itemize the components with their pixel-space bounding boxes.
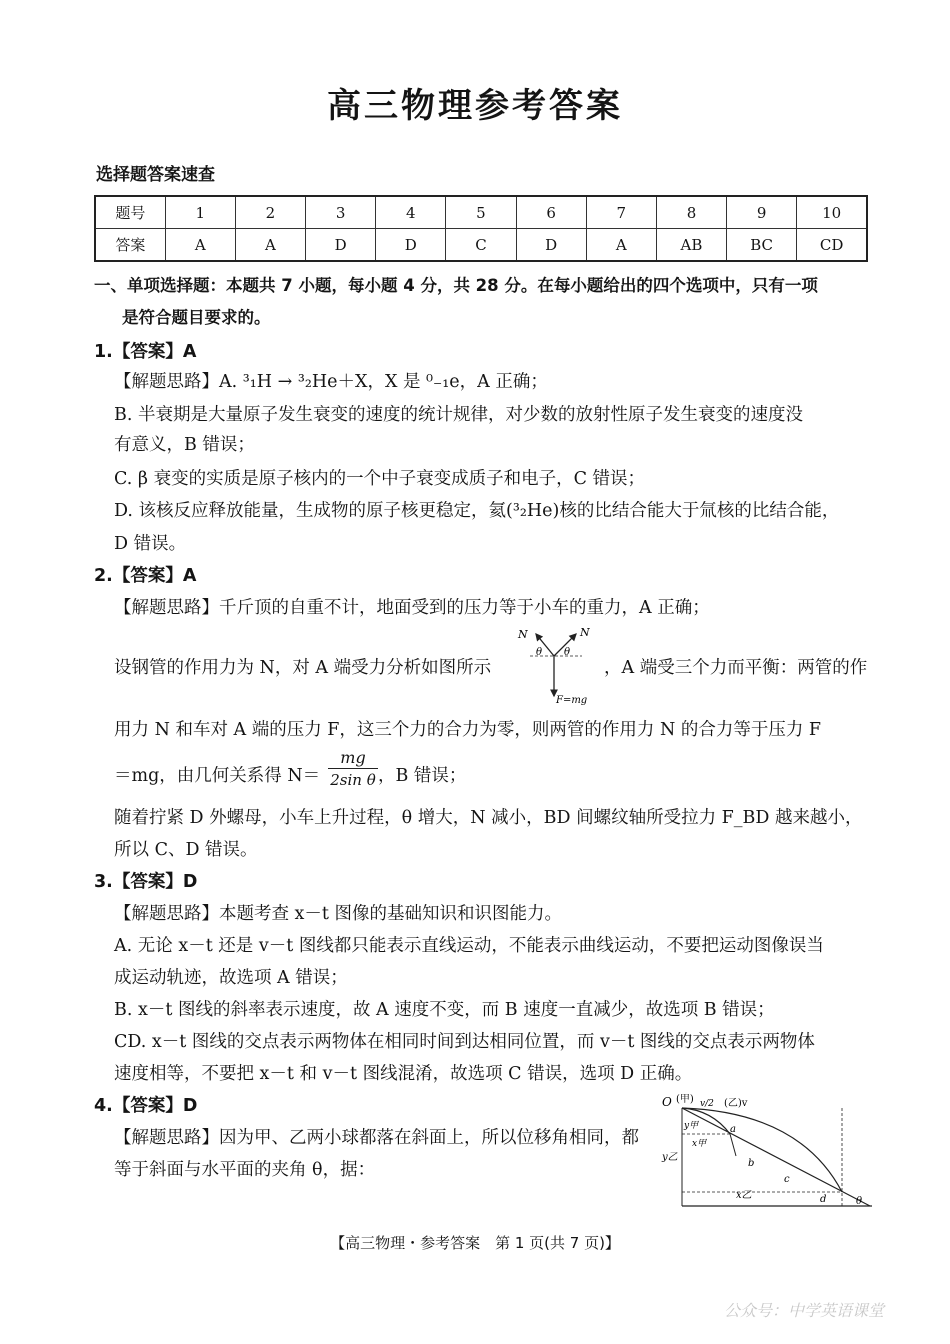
label-d: d (820, 1194, 827, 1205)
section-heading-cont: 是符合题目要求的。 (122, 308, 271, 327)
page-footer: 【高三物理・参考答案 第 1 页(共 7 页)】 (330, 1234, 620, 1252)
label-x-yi: x乙 (736, 1190, 752, 1201)
label-n-left: N (518, 628, 528, 641)
q4-answer: 4.【答案】D (94, 1096, 198, 1116)
q2-answer: 2.【答案】A (94, 566, 197, 586)
q2-line: 【解题思路】千斤顶的自重不计，地面受到的压力等于小车的重力，A 正确； (114, 598, 710, 618)
table-cell: AB (656, 229, 726, 262)
label-f-mg: F=mg (556, 695, 588, 706)
q2-line: 所以 C、D 错误。 (114, 840, 258, 860)
q2-line: ＝mg，由几何关系得 N＝ (114, 766, 321, 786)
table-cell: 4 (376, 196, 446, 229)
label-origin: O (662, 1095, 672, 1109)
section-heading: 一、单项选择题：本题共 7 小题，每小题 4 分，共 28 分。在每小题给出的四个选项中，只有一项 (94, 276, 818, 295)
label-yi: (乙)v (724, 1098, 748, 1109)
q3-line: 【解题思路】本题考查 x－t 图像的基础知识和识图能力。 (114, 904, 563, 924)
q3-answer: 3.【答案】D (94, 872, 198, 892)
q1-line: 有意义，B 错误； (114, 435, 255, 455)
label-theta: θ (856, 1196, 863, 1207)
table-row (95, 229, 867, 262)
q2-line: 设钢管的作用力为 N，对 A 端受力分析如图所示 (114, 658, 492, 678)
table-cell: 8 (656, 196, 726, 229)
q3-line: CD. x－t 图线的交点表示两物体在相同时间到达相同位置，而 v－t 图线的交点表示两物体 (114, 1032, 815, 1052)
table-cell: D (306, 229, 376, 262)
q2-line: 随着拧紧 D 外螺母，小车上升过程，θ 增大，N 减小，BD 间螺纹轴所受拉力 F_BD 越来越小， (114, 808, 863, 828)
q1-line: 【解题思路】A. ³₁H → ³₂He＋X，X 是 ⁰₋₁e，A 正确； (114, 372, 548, 392)
table-cell: 9 (727, 196, 797, 229)
table-row (95, 196, 867, 229)
table-cell: BC (727, 229, 797, 262)
label-c: c (784, 1174, 790, 1185)
table-cell: 7 (586, 196, 656, 229)
q1-answer: 1.【答案】A (94, 342, 197, 362)
projectile-diagram (660, 1094, 874, 1212)
page-title: 高三物理参考答案 (327, 86, 623, 126)
row-header-number: 题号 (95, 196, 165, 229)
label-jia: (甲) (676, 1094, 694, 1105)
table-cell: D (376, 229, 446, 262)
label-y-yi: y乙 (662, 1152, 678, 1163)
table-cell: CD (797, 229, 867, 262)
q4-line: 等于斜面与水平面的夹角 θ，据： (114, 1160, 376, 1180)
label-x-jia: x甲 (692, 1139, 707, 1149)
q4-line: 【解题思路】因为甲、乙两小球都落在斜面上，所以位移角相同，都 (114, 1128, 639, 1148)
q3-line: 速度相等，不要把 x－t 和 v－t 图线混淆，故选项 C 错误，选项 D 正确。 (114, 1064, 693, 1084)
quick-ref-label: 选择题答案速查 (96, 165, 215, 185)
table-cell: A (165, 229, 235, 262)
table-cell: 2 (235, 196, 305, 229)
q1-line: C. β 衰变的实质是原子核内的一个中子衰变成质子和电子，C 错误； (114, 469, 646, 489)
q3-line: A. 无论 x－t 还是 v－t 图线都只能表示直线运动，不能表示曲线运动，不要把运动图像误当 (114, 936, 824, 956)
q1-line: D. 该核反应释放能量，生成物的原子核更稳定，氦(³₂He)核的比结合能大于氚核的比结合能， (114, 501, 840, 521)
fraction (328, 748, 378, 791)
fraction-denominator: 2sin θ (330, 771, 376, 789)
q1-line: D 错误。 (114, 534, 187, 554)
table-cell: D (516, 229, 586, 262)
q2-line: ，A 端受三个力而平衡：两管的作 (604, 658, 868, 678)
q3-line: 成运动轨迹，故选项 A 错误； (114, 968, 348, 988)
label-theta-left: θ (536, 647, 543, 658)
q2-line: 用力 N 和车对 A 端的压力 F，这三个力的合力为零，则两管的作用力 N 的合力等于压力 F (114, 720, 822, 740)
label-v-half: v/2 (700, 1099, 714, 1109)
label-b: b (748, 1158, 755, 1169)
fraction-numerator: mg (328, 748, 378, 769)
label-a: a (730, 1124, 736, 1135)
table-cell: 6 (516, 196, 586, 229)
watermark: 公众号：中学英语课堂 (724, 1301, 885, 1320)
table-cell: A (586, 229, 656, 262)
table-cell: A (235, 229, 305, 262)
q2-line: ，B 错误； (378, 766, 467, 786)
row-header-answer: 答案 (95, 229, 165, 262)
table-cell: 3 (306, 196, 376, 229)
force-diagram (512, 624, 604, 706)
label-theta-right: θ (564, 647, 571, 658)
label-n-right: N (580, 626, 590, 639)
label-y-jia: y甲 (684, 1121, 699, 1131)
table-cell: C (446, 229, 516, 262)
table-cell: 10 (797, 196, 867, 229)
q3-line: B. x－t 图线的斜率表示速度，故 A 速度不变，而 B 速度一直减少，故选项 B 错误； (114, 1000, 775, 1020)
table-cell: 5 (446, 196, 516, 229)
velocity-arrow-jia (730, 1134, 736, 1156)
q1-line: B. 半衰期是大量原子发生衰变的速度的统计规律，对少数的放射性原子发生衰变的速度没 (114, 405, 803, 425)
answer-table (94, 195, 868, 262)
table-cell: 1 (165, 196, 235, 229)
